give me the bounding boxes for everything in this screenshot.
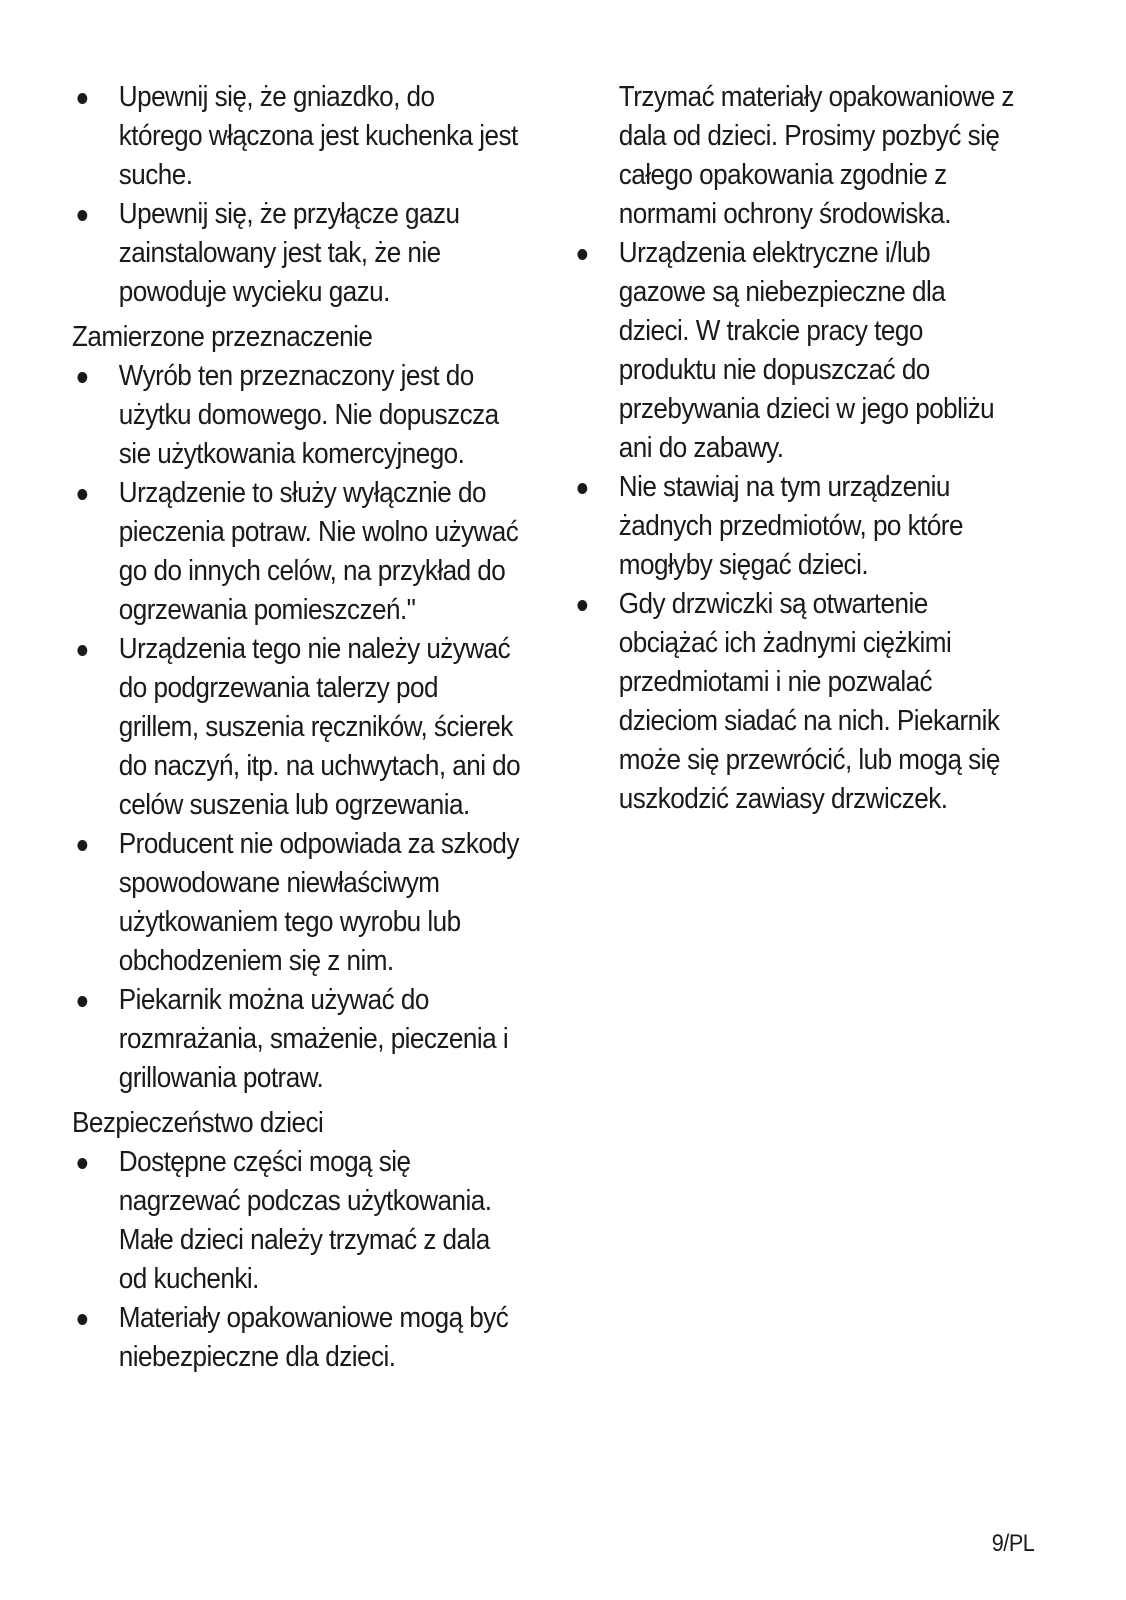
- continuation-paragraph: Trzymać materiały opakowaniowe z dala od dzieci. Prosimy pozbyć się całego opakowania zgodnie z normami ochrony środowiska.: [618, 81, 1014, 230]
- bullet-icon: [77, 1314, 87, 1325]
- list-item: Urządzenia tego nie należy używać do podgrzewania talerzy pod grillem, suszenia ręczników, ścierek do naczyń, itp. na uchwytach, ani do celów suszenia lub ogrzewania.: [72, 630, 522, 825]
- list-item: Materiały opakowaniowe mogą być niebezpieczne dla dzieci.: [72, 1299, 522, 1377]
- bullet-icon: [577, 600, 587, 611]
- list-item: Urządzenie to służy wyłącznie do pieczenia potraw. Nie wolno używać go do innych celów, na przykład do ogrzewania pomieszczeń.": [72, 474, 522, 630]
- bullet-icon: [577, 249, 587, 260]
- bullet-icon: [77, 93, 87, 104]
- list-item: Urządzenia elektryczne i/lub gazowe są niebezpieczne dla dzieci. W trakcie pracy tego produktu nie dopuszczać do przebywania dzieci w jego pobliżu ani do zabawy.: [572, 234, 1022, 468]
- section-heading-intended-use: Zamierzone przeznaczenie: [72, 321, 373, 353]
- bullet-icon: [77, 840, 87, 851]
- list-item: Upewnij się, że przyłącze gazu zainstalowany jest tak, że nie powoduje wycieku gazu.: [72, 195, 522, 312]
- right-column: [572, 78, 1022, 819]
- bullet-icon: [77, 210, 87, 221]
- list-item: Nie stawiaj na tym urządzeniu żadnych przedmiotów, po które mogłyby sięgać dzieci.: [572, 468, 1022, 585]
- bullet-icon: [77, 489, 87, 500]
- list-item: Gdy drzwiczki są otwartenie obciążać ich żadnymi ciężkimi przedmiotami i nie pozwalać dzieciom siadać na nich. Piekarnik może się przewrócić, lub mogą się uszkodzić zawiasy drzwiczek.: [572, 585, 1022, 819]
- right-list: [572, 234, 1022, 819]
- list-item: Producent nie odpowiada za szkody spowodowane niewłaściwym użytkowaniem tego wyrobu lub obchodzeniem się z nim.: [72, 825, 522, 981]
- intro-list: [72, 78, 522, 312]
- left-column: [72, 78, 522, 1377]
- section-heading-child-safety: Bezpieczeństwo dzieci: [72, 1107, 324, 1139]
- bullet-icon: [77, 372, 87, 383]
- bullet-icon: [77, 645, 87, 656]
- list-item: Upewnij się, że gniazdko, do którego włączona jest kuchenka jest suche.: [72, 78, 522, 195]
- list-item: Dostępne części mogą się nagrzewać podczas użytkowania. Małe dzieci należy trzymać z dala od kuchenki.: [72, 1143, 522, 1299]
- list-item: Piekarnik można używać do rozmrażania, smażenie, pieczenia i grillowania potraw.: [72, 981, 522, 1098]
- bullet-icon: [77, 996, 87, 1007]
- page-number: 9/PL: [991, 1530, 1034, 1557]
- list-item: Wyrób ten przeznaczony jest do użytku domowego. Nie dopuszcza sie użytkowania komercyjnego.: [72, 357, 522, 474]
- bullet-icon: [577, 483, 587, 494]
- child-safety-list: [72, 1143, 522, 1377]
- bullet-icon: [77, 1158, 87, 1169]
- intended-use-list: [72, 357, 522, 1098]
